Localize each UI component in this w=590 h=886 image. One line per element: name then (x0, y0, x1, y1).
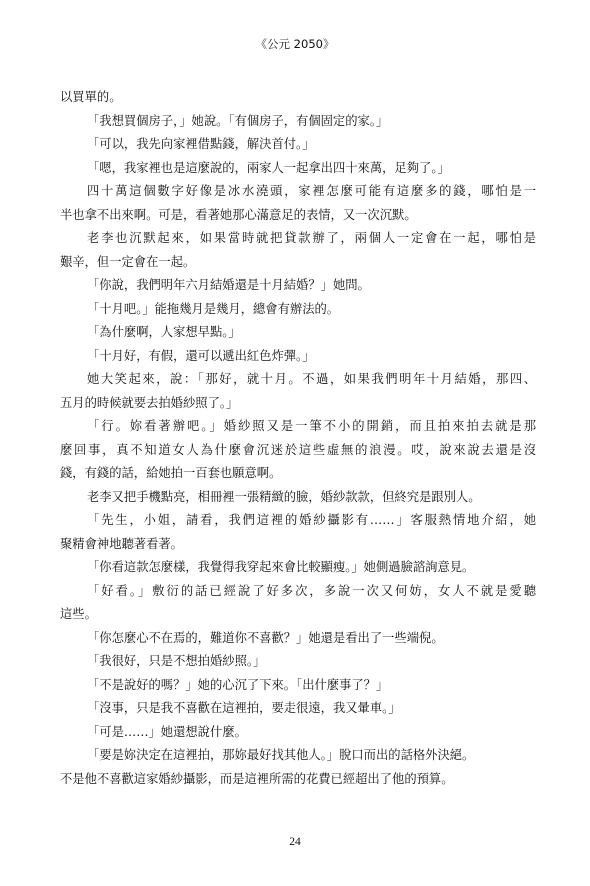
text-line: 「你看這款怎麼樣，我覺得我穿起來會比較顯瘦。」她側過臉諮詢意見。 (87, 560, 475, 574)
text-line: 「我想買個房子，」她說。「有個房子，有個固定的家。」 (87, 113, 389, 128)
text-line: 「不是說好的嗎？」她的心沉了下來。「出什麼事了？」 (87, 677, 389, 692)
page-number: 24 (289, 836, 301, 848)
text-line: 半也拿不出來啊。可是，看著她那心滿意足的表情，又一次沉默。 (60, 207, 417, 222)
text-line: 她大笑起來，說：「那好，就十月。不過，如果我們明年十月結婚，那四、 (87, 372, 536, 386)
text-line: 「嗯，我家裡也是這麼說的，兩家人一起拿出四十來萬，足夠了。」 (87, 160, 450, 175)
text-line: 錢，有錢的話，給她拍一百套也願意啊。 (60, 466, 282, 480)
text-line: 「行。妳看著辦吧。」婚紗照又是一筆不小的開銷，而且拍來拍去就是那 (87, 419, 536, 433)
text-line: 「為什麼啊，人家想早點。」 (87, 325, 241, 339)
text-line: 「你說，我們明年六月結婚還是十月結婚？」她問。 (87, 278, 370, 292)
text-line: 「我很好，只是不想拍婚紗照。」 (87, 654, 266, 668)
text-line: 以買單的。 (60, 90, 122, 104)
text-line: 艱辛，但一定會在一起。 (60, 254, 196, 269)
text-line: 「沒事，只是我不喜歡在這裡拍，要走很遠，我又暈車。」 (87, 701, 401, 715)
body-text (60, 86, 536, 791)
text-line: 四十萬這個數字好像是冰水澆頭，家裡怎麼可能有這麼多的錢，哪怕是一 (87, 184, 536, 198)
text-line: 「先生，小姐，請看，我們這裡的婚紗攝影有……」客服熱情地介紹，她 (87, 513, 536, 527)
text-line: 五月的時候就要去拍婚紗照了。」 (60, 395, 239, 410)
text-line: 「可是……」她還想說什麼。 (87, 724, 247, 739)
text-line: 麼回事，真不知道女人為什麼會沉迷於這些虛無的浪漫。哎，說來說去還是沒 (60, 442, 536, 457)
text-line: 「十月好，有假，還可以遞出紅色炸彈。」 (87, 348, 315, 363)
text-line: 老李也沉默起來，如果當時就把貸款辦了，兩個人一定會在一起，哪怕是 (87, 231, 536, 245)
text-line: 不是他不喜歡這家婚紗攝影，而是這裡所需的花費已經超出了他的預算。 (60, 771, 454, 786)
text-line: 聚精會神地聽著看著。 (60, 536, 183, 551)
running-title: 《公元 2050》 (255, 37, 335, 51)
text-line: 「要是妳決定在這裡拍，那妳最好找其他人。」脫口而出的話格外決絕。 (87, 748, 475, 762)
text-line: 「可以，我先向家裡借點錢，解決首付。」 (87, 137, 315, 151)
text-line: 「十月吧。」能拖幾月是幾月，總會有辦法的。 (87, 301, 340, 316)
text-line: 老李又把手機點亮，相冊裡一張精緻的臉，婚紗款款，但終究是跟別人。 (87, 489, 481, 504)
text-line: 這些。 (60, 607, 97, 621)
text-line: 「好看。」敷衍的話已經說了好多次，多說一次又何妨，女人不就是愛聽 (87, 583, 536, 598)
text-line: 「你怎麼心不在焉的，難道你不喜歡？」她還是看出了一些端倪。 (87, 630, 444, 645)
